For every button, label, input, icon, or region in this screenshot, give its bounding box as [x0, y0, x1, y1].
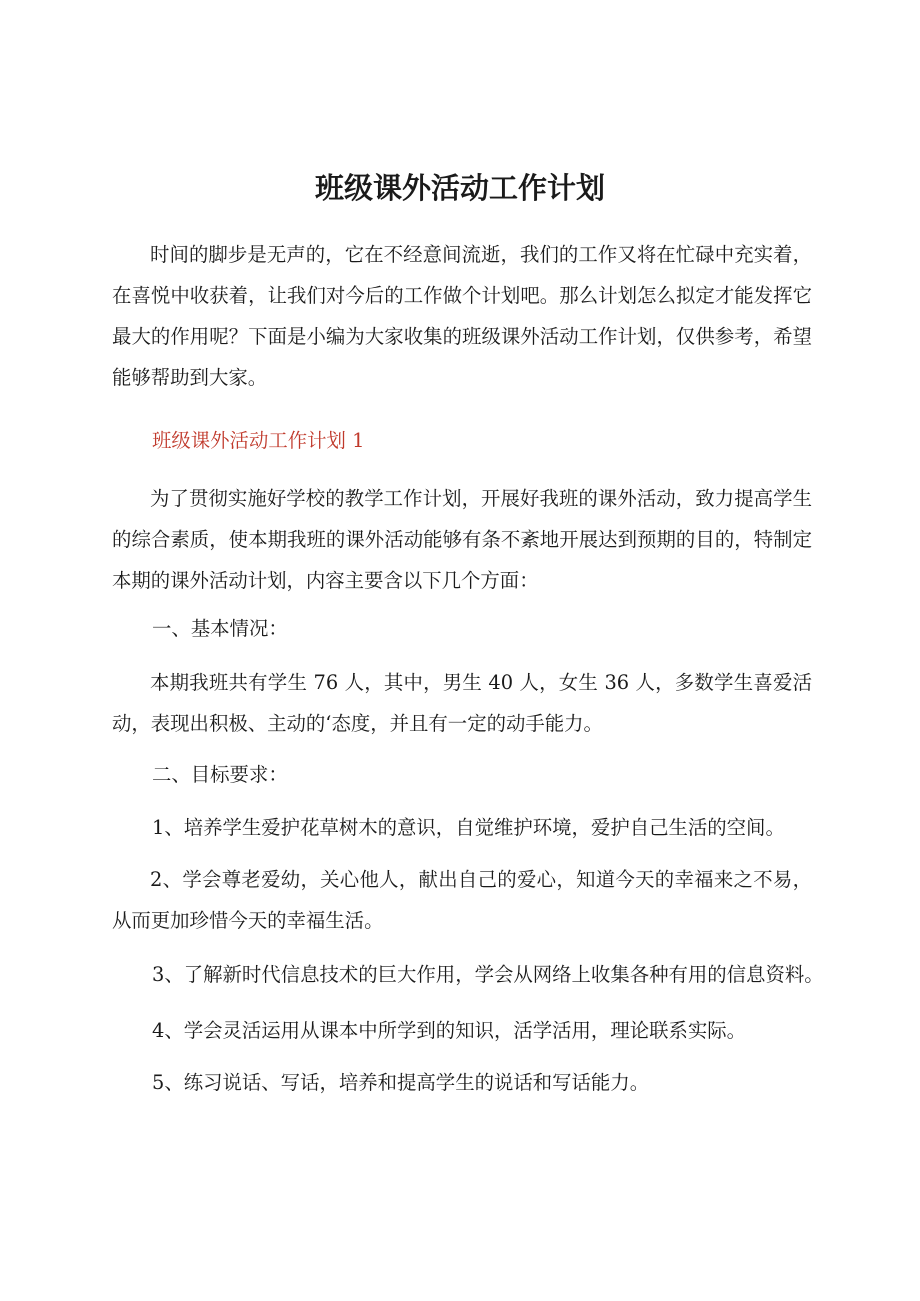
goal-item: 5、练习说话、写话，培养和提高学生的说话和写话能力。: [152, 1071, 650, 1094]
intro-paragraph: 时间的脚步是无声的，它在不经意间流逝，我们的工作又将在忙碌中充实着，在喜悦中收获着，让我们对今后的工作做个计划吧。那么计划怎么拟定才能发挥它最大的作用呢？下面是小编为大家收集的班级课外活动工作计划，仅供参考，希望能够帮助到大家。: [112, 243, 812, 389]
goal-item: 1、培养学生爱护花草树木的意识，自觉维护环境，爱护自己生活的空间。: [152, 816, 785, 839]
goal-item: 3、了解新时代信息技术的巨大作用，学会从网络上收集各种有用的信息资料。: [152, 963, 824, 986]
purpose-paragraph: 为了贯彻实施好学校的教学工作计划，开展好我班的课外活动，致力提高学生的综合素质，使本期我班的课外活动能够有条不紊地开展达到预期的目的，特制定本期的课外活动计划，内容主要含以下几个方面：: [112, 487, 812, 592]
document-title: 班级课外活动工作计划: [314, 171, 605, 205]
section-heading: 班级课外活动工作计划 1: [152, 429, 365, 452]
basic-situation-heading: 一、基本情况：: [152, 617, 288, 640]
basic-situation-text: 本期我班共有学生 76 人，其中，男生 40 人，女生 36 人，多数学生喜爱活动，表现出积极、主动的‘态度，并且有一定的动手能力。: [112, 671, 812, 735]
goal-item: 2、学会尊老爱幼，关心他人，献出自己的爱心，知道今天的幸福来之不易，从而更加珍惜今天的幸福生活。: [112, 868, 812, 932]
goals-heading: 二、目标要求：: [152, 763, 288, 786]
goal-item: 4、学会灵活运用从课本中所学到的知识，活学活用，理论联系实际。: [152, 1019, 747, 1042]
